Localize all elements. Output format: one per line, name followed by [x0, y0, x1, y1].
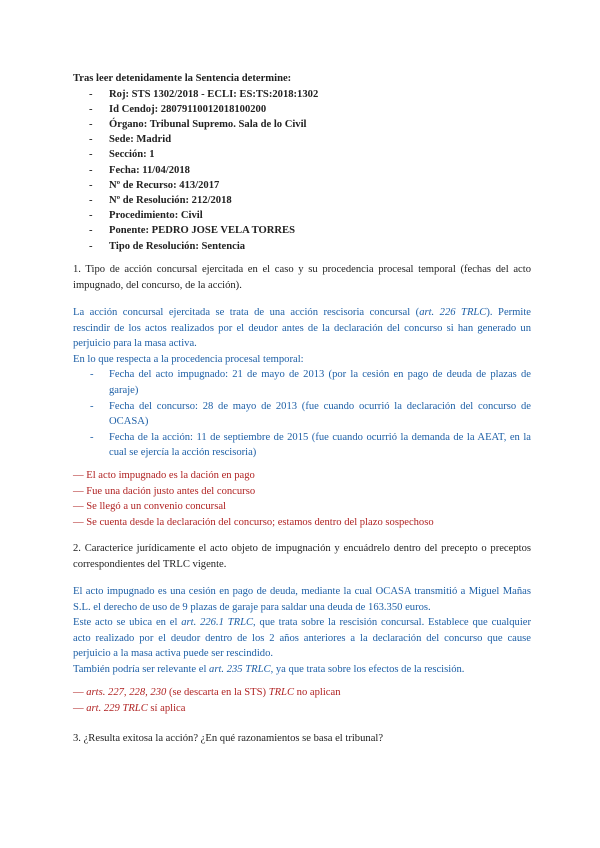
metadata-item: - Tipo de Resolución: Sentencia — [89, 239, 318, 254]
metadata-item: - Fecha: 11/04/2018 — [89, 163, 318, 178]
answer-2-paragraph-2: Este acto se ubica en el art. 226.1 TRLC, que trata sobre la rescisión concursal. Establece que cualquier acto realizado por el deudor dentro de los 2 años anteriores a la declaración del concurso que cause perjuicio a la masa activa puede ser rescindido. — [73, 617, 531, 660]
metadata-item: - Id Cendoj: 28079110012018100200 — [89, 102, 318, 117]
law-reference: TRLC — [268, 687, 295, 698]
note-item: — El acto impugnado es la dación en pago — [73, 470, 255, 481]
answer-2 — [73, 584, 531, 678]
note-item: — art. 229 TRLC sí aplica — [73, 702, 186, 714]
metadata-item: - Procedimiento: Civil — [89, 208, 318, 223]
answer-1-intro: En lo que respecta a la procedencia procesal temporal: — [73, 353, 304, 365]
note-item: — Se cuenta desde la declaración del concurso; estamos dentro del plazo sospechoso — [73, 516, 434, 528]
date-item: - Fecha del acto impugnado: 21 de mayo de 2013 (por la cesión en pago de deuda de plazas de garaje) — [73, 367, 531, 398]
question-3: 3. ¿Resulta exitosa la acción? ¿En qué razonamientos se basa el tribunal? — [73, 733, 384, 744]
dates-list — [73, 367, 531, 461]
answer-1-paragraph: La acción concursal ejercitada se trata de una acción rescisoria concursal (art. 226 TRLC). Permite rescindir de los actos realizados por el deudor antes de la declaración del concurso si han generado un perjuicio para la masa activa. — [73, 307, 532, 350]
law-reference: arts. 227, 228, 230 — [86, 687, 167, 698]
question-2: 2. Caracterice jurídicamente el acto objeto de impugnación y encuádrelo dentro del precepto o preceptos correspondientes del TRLC vigente. — [73, 543, 531, 570]
answer-2-paragraph-3: También podría ser relevante el art. 235 TRLC, ya que trata sobre los efectos de la rescisión. — [73, 663, 465, 675]
metadata-item: - Órgano: Tribunal Supremo. Sala de lo Civil — [89, 117, 318, 132]
sentence-metadata-list — [89, 87, 318, 254]
law-reference: art. 226 TRLC — [419, 307, 487, 318]
law-reference: art. 226.1 TRLC — [181, 617, 254, 629]
metadata-item: - Nº de Resolución: 212/2018 — [89, 193, 318, 208]
answer-1 — [73, 305, 531, 461]
date-item: - Fecha del concurso: 28 de mayo de 2013 (fue cuando ocurrió la declaración del concurso de OCASA) — [73, 399, 531, 430]
note-item: — Se llegó a un convenio concursal — [73, 501, 226, 513]
date-item: - Fecha de la acción: 11 de septiembre de 2015 (fue cuando ocurrió la demanda de la AEAT, en la cual se ejercía la acción rescisoria) — [73, 430, 531, 461]
question-1: 1. Tipo de acción concursal ejercitada en el caso y su procedencia procesal temporal (fechas del acto impugnado, del concurso, de la acción). — [73, 264, 531, 291]
metadata-item: - Nº de Recurso: 413/2017 — [89, 178, 318, 193]
page-heading: Tras leer detenidamente la Sentencia determine: — [73, 73, 292, 84]
metadata-item: - Sección: 1 — [89, 147, 318, 162]
note-item: — Fue una dación justo antes del concurso — [73, 485, 256, 497]
note-item: — arts. 227, 228, 230 (se descarta en la STS) TRLC no aplican — [73, 687, 341, 698]
answer-2-paragraph-1: El acto impugnado es una cesión en pago de deuda, mediante la cual OCASA transmitió a Miguel Mañas S.L. el derecho de uso de 9 plazas de garaje para saldar una deuda de 163.350 euros. — [73, 586, 531, 613]
notes-2 — [73, 685, 531, 716]
metadata-item: - Sede: Madrid — [89, 132, 318, 147]
metadata-item: - Roj: STS 1302/2018 - ECLI: ES:TS:2018:1302 — [89, 87, 318, 102]
law-reference: art. 229 TRLC — [86, 702, 148, 714]
notes-1 — [73, 468, 531, 530]
metadata-item: - Ponente: PEDRO JOSE VELA TORRES — [89, 223, 318, 238]
law-reference: art. 235 TRLC — [209, 663, 271, 675]
